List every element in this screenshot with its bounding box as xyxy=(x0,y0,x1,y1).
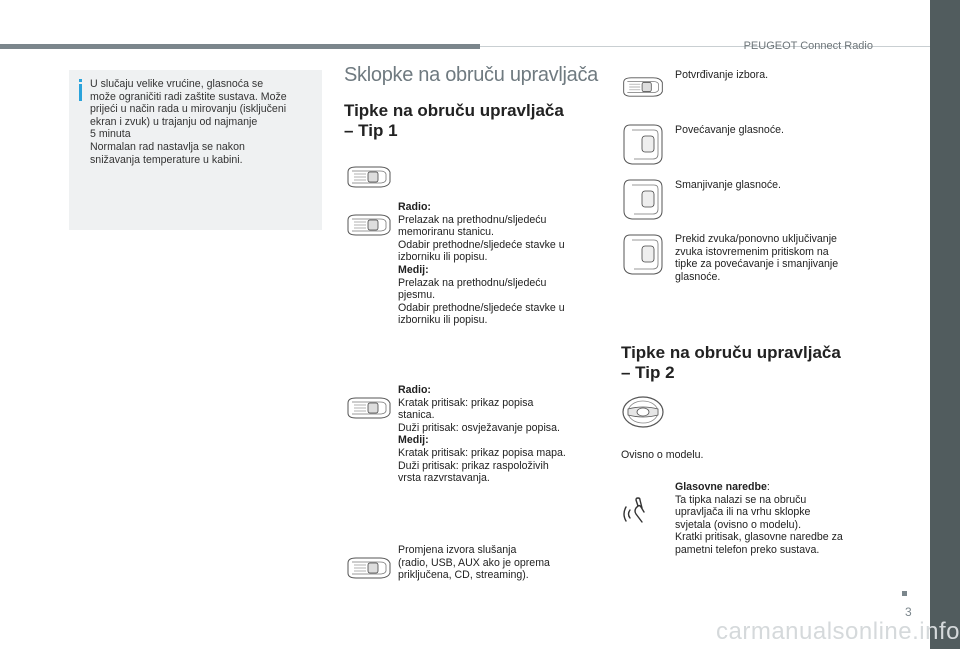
info-icon xyxy=(79,79,82,101)
info-line: snižavanja temperature u kabini. xyxy=(90,153,243,166)
mute-text: Prekid zvuka/ponovno uključivanje zvuka istovremenim pritiskom na tipke za povećavanje i smanjivanje glasnoće. xyxy=(675,233,839,283)
section-title: Sklopke na obruču upravljača xyxy=(344,64,598,86)
info-line: ekran i zvuk) u trajanju od najmanje xyxy=(90,115,258,128)
info-line: 5 minuta xyxy=(90,128,131,141)
steering-switch-icon xyxy=(620,122,666,168)
steering-switch-icon xyxy=(620,232,666,278)
voice-command-text: Glasovne naredbe: Ta tipka nalazi se na obruču upravljača ili na vrhu sklopke svjetala (ovisno o modelu). Kratki pritisak, glasovne naredbe za pametni telefon preko sustava. xyxy=(675,481,843,556)
type1-item2-text: Radio: Kratak pritisak: prikaz popisa stanica. Duži pritisak: osvježavanje popisa. Medij: Kratak pritisak: prikaz popisa mapa. Duži pritisak: prikaz raspoloživih vrsta razvrstavanja. xyxy=(398,384,566,485)
top-rule xyxy=(0,44,480,49)
volume-up-text: Povećavanje glasnoće. xyxy=(675,124,784,136)
info-box xyxy=(69,70,322,230)
type1-item1-text: Radio: Prelazak na prethodnu/sljedeću memoriranu stanicu. Odabir prethodne/sljedeće stavke u izborniku ili popisu. Medij: Prelazak na prethodnu/sljedeću pjesmu. Odabir prethodne/sljedeće stavke u izborniku ili popisu. xyxy=(398,201,565,327)
type1-heading: Tipke na obruču upravljača – Tip 1 xyxy=(344,101,564,140)
page-edge-bar xyxy=(930,0,960,649)
voice-command-icon xyxy=(622,496,660,526)
info-line: prijeći u način rada u mirovanju (isključeni xyxy=(90,103,287,116)
steering-switch-icon xyxy=(620,177,666,223)
watermark: carmanualsonline.info xyxy=(716,618,960,645)
info-line: Normalan rad nastavlja se nakon xyxy=(90,140,245,153)
type2-heading: Tipke na obruču upravljača – Tip 2 xyxy=(621,343,841,382)
steering-switch-icon xyxy=(344,212,394,238)
confirm-text: Potvrđivanje izbora. xyxy=(675,69,769,81)
model-note: Ovisno o modelu. xyxy=(621,449,704,461)
page-number: 3 xyxy=(905,605,912,619)
steering-switch-icon xyxy=(344,164,394,190)
info-line: može ograničiti radi zaštite sustava. Može xyxy=(90,90,287,103)
volume-down-text: Smanjivanje glasnoće. xyxy=(675,179,781,191)
type1-item3-text: Promjena izvora slušanja (radio, USB, AUX ako je oprema priključena, CD, streaming). xyxy=(398,544,550,582)
info-line: U slučaju velike vrućine, glasnoća se xyxy=(90,78,264,90)
steering-switch-icon xyxy=(344,395,394,421)
page-marker xyxy=(902,591,907,596)
steering-switch-icon xyxy=(344,555,394,581)
steering-wheel-icon xyxy=(620,395,666,429)
steering-switch-icon xyxy=(620,72,666,102)
header-title: PEUGEOT Connect Radio xyxy=(743,40,873,52)
